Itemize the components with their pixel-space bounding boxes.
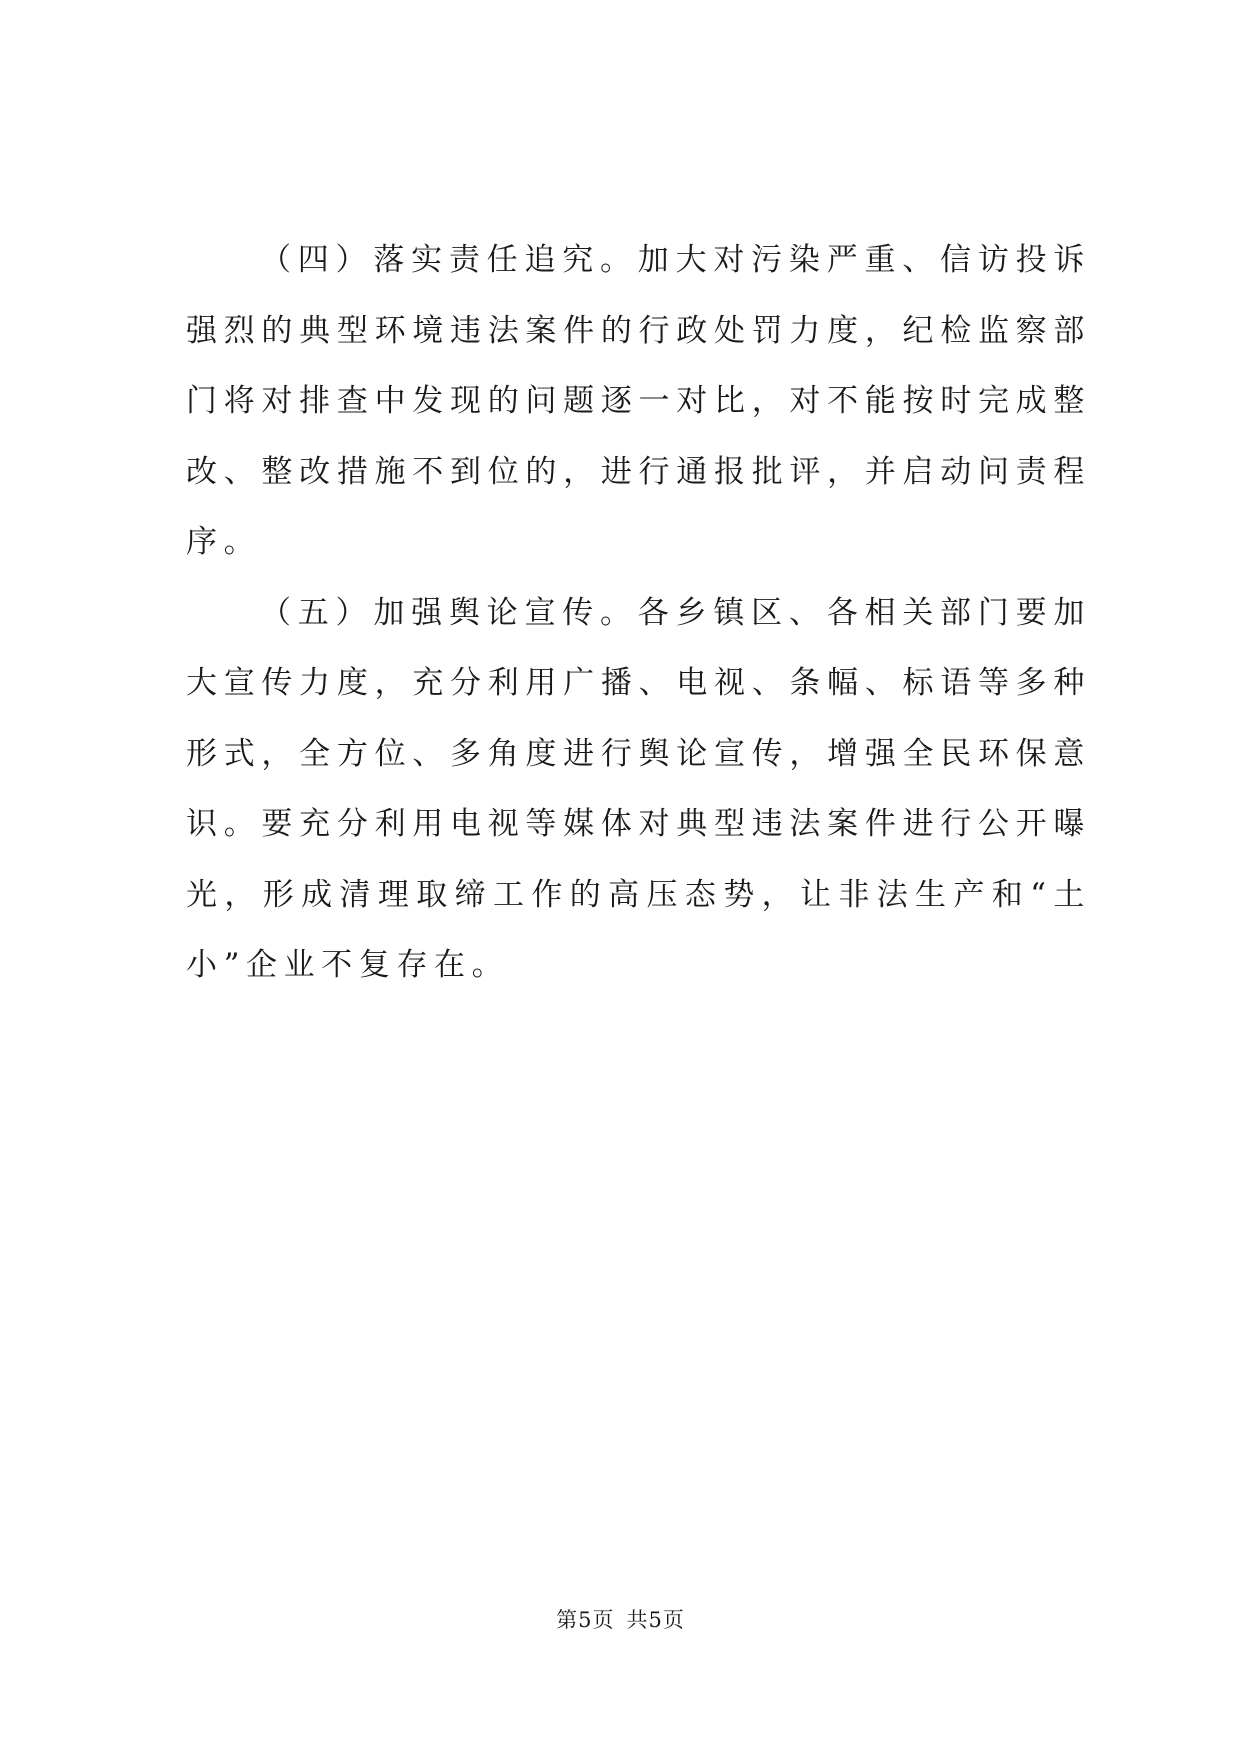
paragraph-publicity: （五）加强舆论宣传。各乡镇区、各相关部门要加大宣传力度，充分利用广播、电视、条幅、标语等多种形式，全方位、多角度进行舆论宣传，增强全民环保意识。要充分利用电视等媒体对典型违法案件进行公开曝光，形成清理取缔工作的高压态势，让非法生产和“土小”企业不复存在。 (186, 594, 1091, 983)
document-body (186, 225, 1091, 1001)
paragraph-accountability: （四）落实责任追究。加大对污染严重、信访投诉强烈的典型环境违法案件的行政处罚力度，纪检监察部门将对排查中发现的问题逐一对比，对不能按时完成整改、整改措施不到位的，进行通报批评，并启动问责程序。 (186, 242, 1091, 560)
page-total: 共5页 (626, 1608, 685, 1632)
page-number: 第5页 (556, 1608, 615, 1632)
page-footer (0, 1606, 1241, 1634)
